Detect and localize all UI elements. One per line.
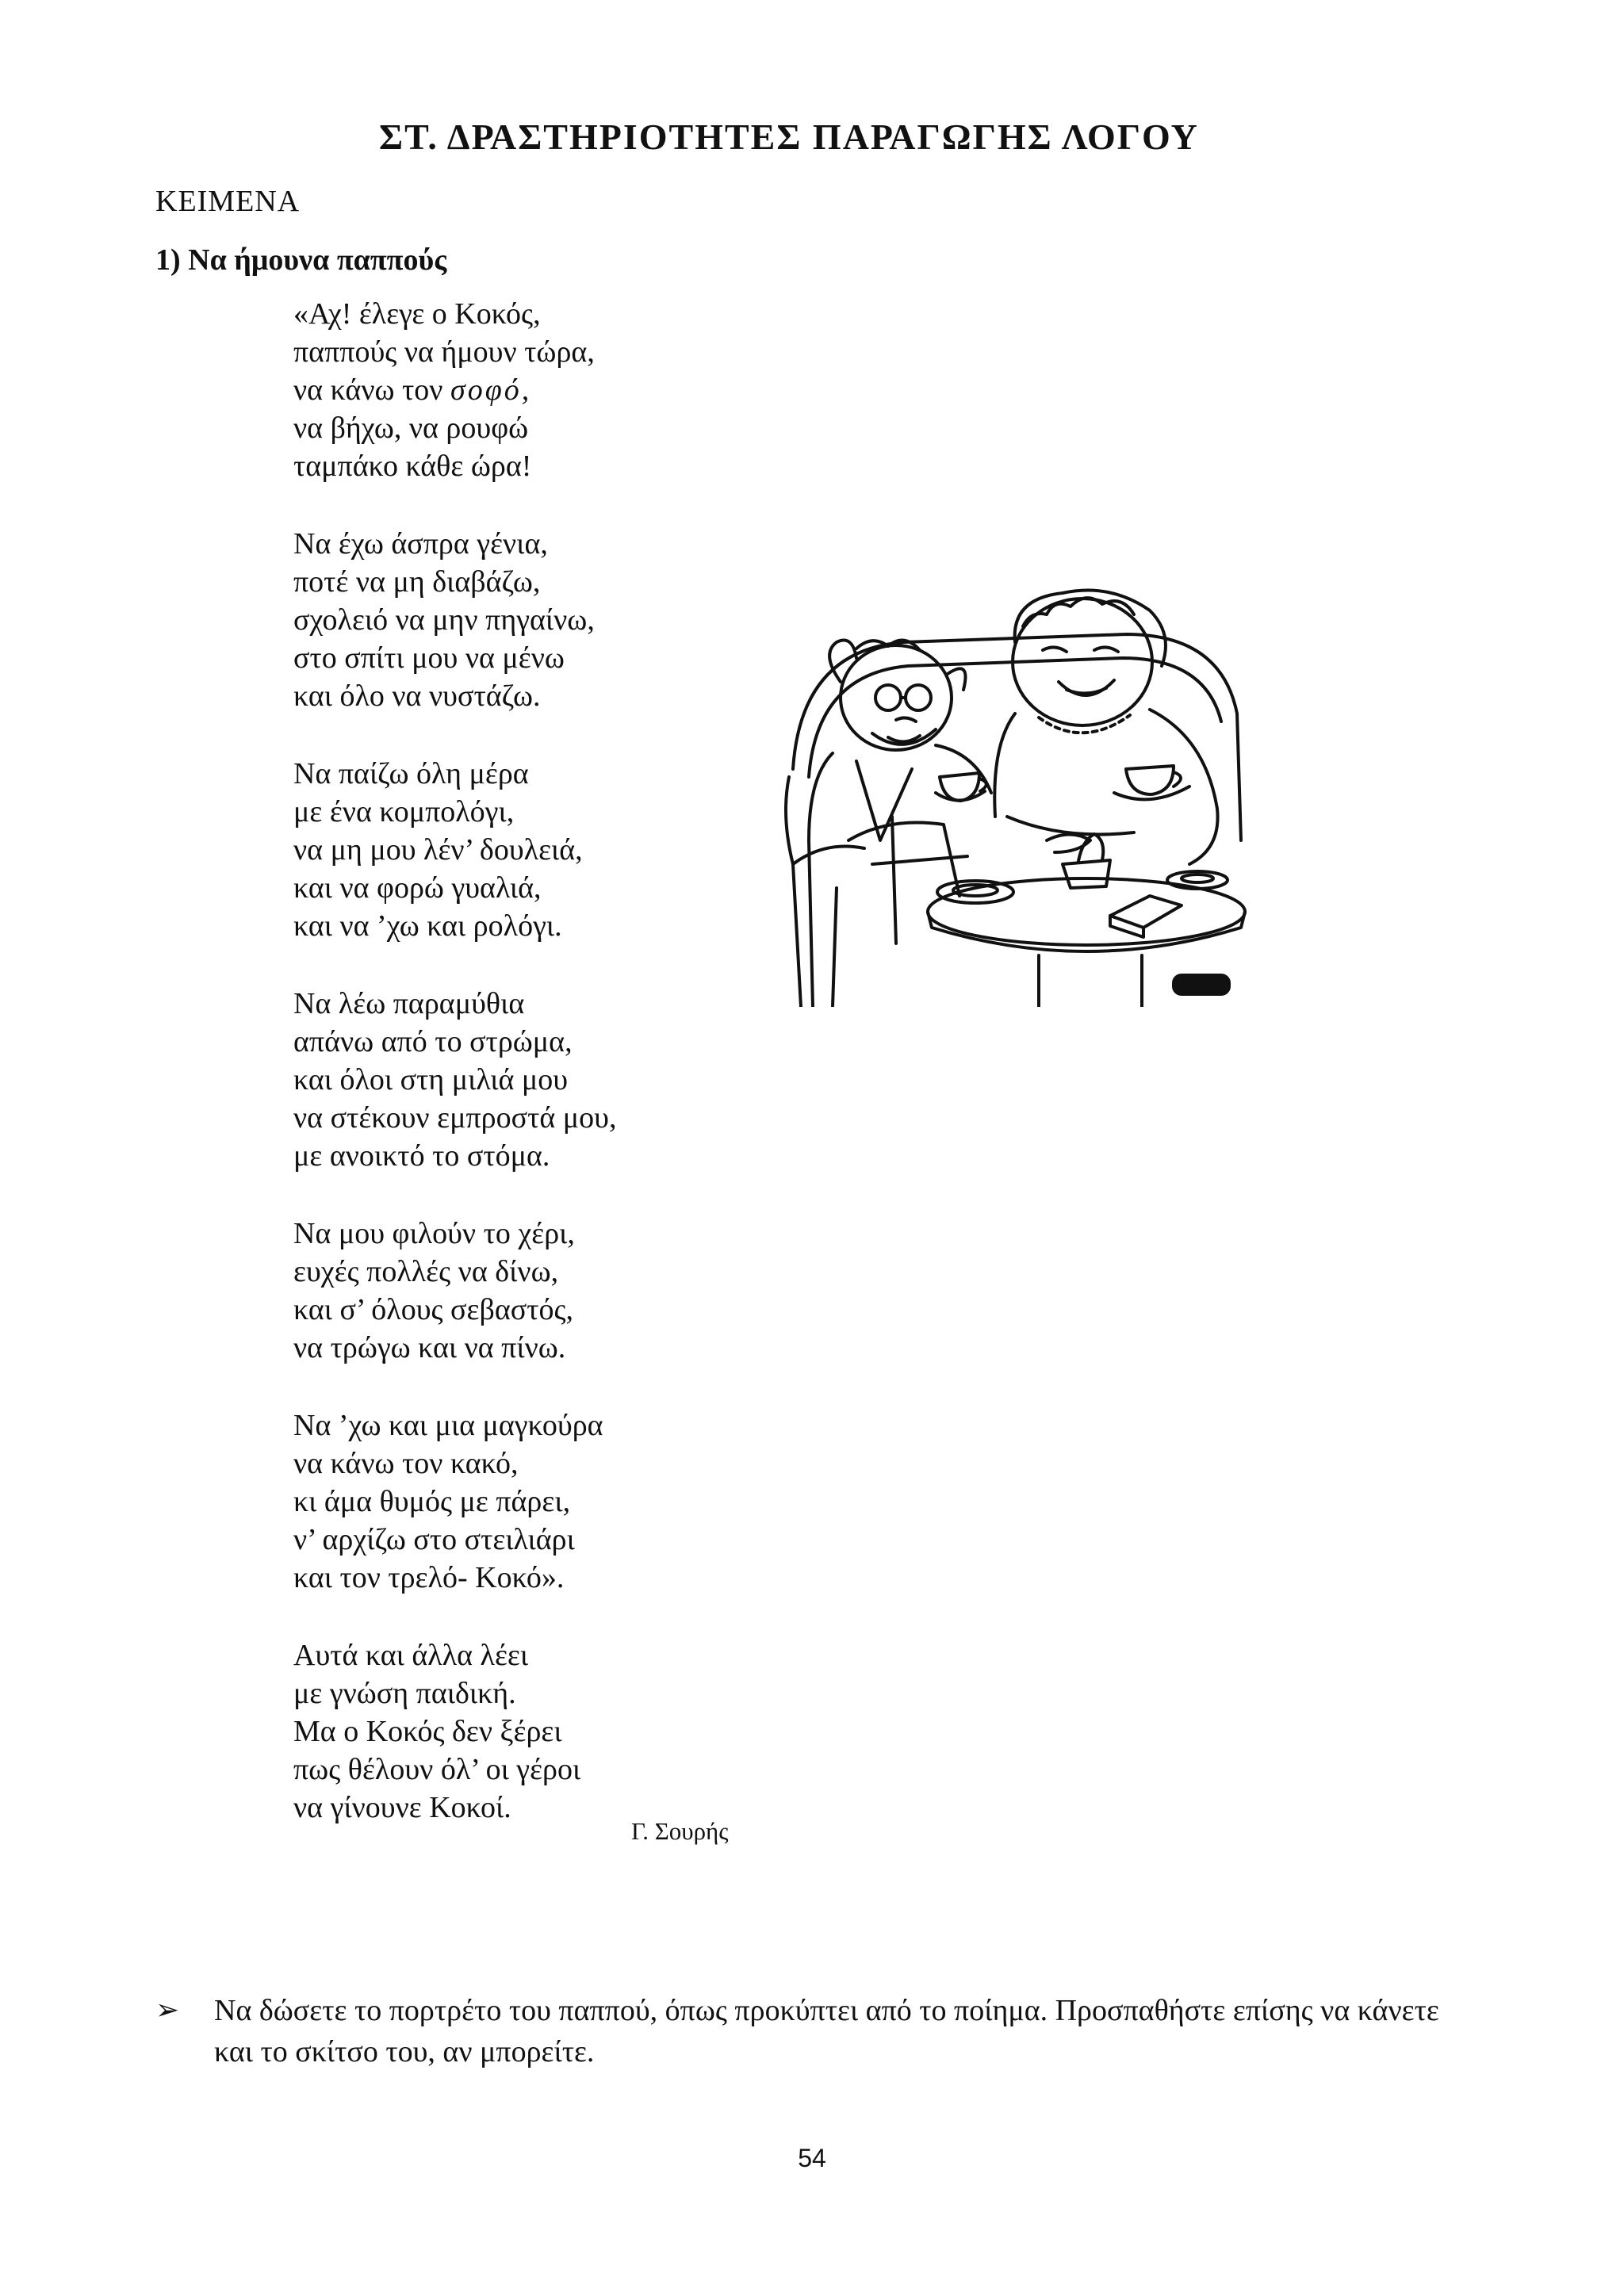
- italic-word: σοφό,: [450, 373, 532, 407]
- poem-line: Να μου φιλούν το χέρι,: [293, 1217, 575, 1250]
- poem-line: να γίνουνε Κοκοί.: [293, 1791, 511, 1824]
- poem-line: σχολειό να μην πηγαίνω,: [293, 603, 595, 637]
- page-title: ΣΤ. ΔΡΑΣΤΗΡΙΟΤΗΤΕΣ ΠΑΡΑΓΩΓΗΣ ΛΟΓΟΥ: [379, 117, 1199, 157]
- poem-line: παππούς να ήμουν τώρα,: [293, 335, 595, 369]
- poem-line: Μα ο Κοκός δεν ξέρει: [293, 1715, 562, 1748]
- poem-line: κι άμα θυμός με πάρει,: [293, 1485, 571, 1518]
- task-instruction: [155, 1990, 1472, 2072]
- section-label: ΚΕΙΜΕΝΑ: [155, 185, 301, 218]
- stanza: [293, 1406, 769, 1597]
- poem-line: Να έχω άσπρα γένια,: [293, 527, 548, 561]
- poem-line: να τρώγω και να πίνω.: [293, 1331, 566, 1364]
- stanza: [293, 525, 769, 715]
- grandparents-coffee-illustration: [777, 579, 1253, 1007]
- poem-line: με ανοικτό το στόμα.: [293, 1139, 550, 1173]
- poem-line: να μη μου λέν’ δουλειά,: [293, 833, 583, 867]
- poem-line: και σ’ όλους σεβαστός,: [293, 1293, 574, 1326]
- poem-line: Να ’χω και μια μαγκούρα: [293, 1409, 603, 1442]
- poem-line: ν’ αρχίζω στο στειλιάρι: [293, 1523, 575, 1556]
- poem-line: απάνω από το στρώμα,: [293, 1025, 573, 1058]
- poem-body: [293, 295, 769, 1866]
- poem-line: στο σπίτι μου να μένω: [293, 641, 565, 675]
- poem-line: να στέκουν εμπροστά μου,: [293, 1101, 617, 1135]
- poem-line: Να λέω παραμύθια: [293, 987, 525, 1020]
- task-text: Να δώσετε το πορτρέτο του παππού, όπως προκύπτει από το ποίημα. Προσπαθήστε επίσης να κάνετε και το σκίτσο του, αν μπορείτε.: [214, 1994, 1439, 2068]
- poem-line: και όλοι στη μιλιά μου: [293, 1063, 569, 1096]
- poem-author: Γ. Σουρής: [631, 1817, 729, 1845]
- poem-title: 1) Να ήμουνα παππούς: [155, 243, 447, 277]
- stanza: [293, 985, 769, 1175]
- poem-line: ταμπάκο κάθε ώρα!: [293, 450, 532, 483]
- poem-line: Να παίζω όλη μέρα: [293, 757, 529, 790]
- stanza: [293, 755, 769, 945]
- stanza: [293, 295, 769, 485]
- poem-line: να κάνω τον σοφό,: [293, 373, 532, 407]
- arrow-bullet-icon: ➢: [155, 1994, 180, 2026]
- poem-line: ευχές πολλές να δίνω,: [293, 1255, 559, 1288]
- poem-line: με ένα κομπολόγι,: [293, 795, 515, 828]
- poem-line: και όλο να νυστάζω.: [293, 679, 541, 713]
- poem-line: και να φορώ γυαλιά,: [293, 871, 542, 905]
- poem-line: με γνώση παιδική.: [293, 1677, 516, 1710]
- poem-line: να βήχω, να ρουφώ: [293, 411, 529, 445]
- stanza: [293, 1215, 769, 1367]
- poem-line: «Αχ! έλεγε ο Κοκός,: [293, 297, 541, 331]
- page-number: 54: [798, 2144, 826, 2172]
- stanza: [293, 1636, 769, 1827]
- poem-line: να κάνω τον κακό,: [293, 1447, 519, 1480]
- poem-line: και να ’χω και ρολόγι.: [293, 909, 562, 943]
- poem-line: ποτέ να μη διαβάζω,: [293, 565, 541, 599]
- poem-line: πως θέλουν όλ’ οι γέροι: [293, 1753, 581, 1786]
- poem-line: Αυτά και άλλα λέει: [293, 1639, 529, 1672]
- poem-line: και τον τρελό- Κοκό».: [293, 1561, 565, 1594]
